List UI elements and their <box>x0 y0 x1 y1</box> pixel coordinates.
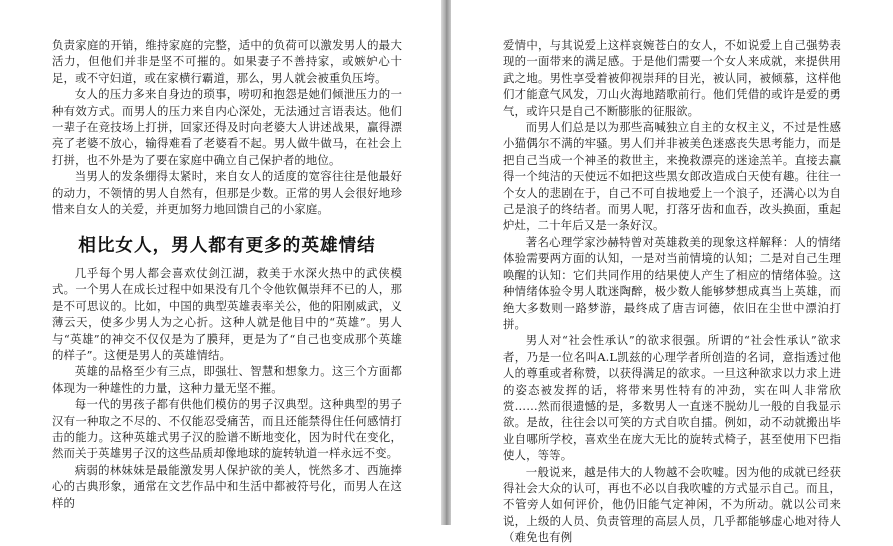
paragraph: 而男人们总是以为那些高喊独立自主的女权主义，不过是性感小猫偶尔不满的牢骚。男人们并非被美色迷惑丧失思考能力，而是把自己当成一个神圣的救世主，来挽救漂亮的迷途羔羊。直接去赢得一个纯洁的天使远不如把这些黑女郎改造成白天使有趣。往往一个女人的悲剧在于，自己不可自拔地爱上一个浪子，还满心以为自己是浪子的终结者。而男人呢，打落牙齿和血吞，改头换面，重起炉灶，二十年后又是一条好汉。 <box>503 120 841 233</box>
paragraph: 英雄的品格至少有三点，即强壮、智慧和想象力。这三个方面都体现为一种雄性的力量，这种力量无坚不摧。 <box>52 364 402 395</box>
left-body-text <box>52 265 402 511</box>
paragraph: 一般说来，越是伟大的人物越不会吹嘘。因为他的成就已经获得社会大众的认可，再也不必以自我吹嘘的方式显示自己。而且，不管旁人如何评价，他仍旧能气定神闲，不为所动。就以公司来说，上级的人员、负责管理的高层人员，几乎都能够虚心地对待人（难免也有例 <box>503 464 841 545</box>
section-heading: 相比女人，男人都有更多的英雄情结 <box>78 236 376 256</box>
paragraph: 女人的压力多来自身边的琐事，唠叨和抱怨是她们倾泄压力的一种有效方式。而男人的压力来自内心深处，无法通过言语表达。他们一辈子在竞技场上打拼，回家还得及时向老婆大人讲述战果，赢得漂亮了老婆不放心，输得难看了老婆看不起。男人做牛做马，在社会上打拼，也不外是为了要在家庭中确立自己保护者的地位。 <box>52 87 402 167</box>
page-gutter-divider <box>441 0 451 525</box>
paragraph: 爱情中，与其说爱上这样哀婉苍白的女人，不如说爱上自己强势表现的一面带来的满足感。于是他们需要一个女人来成就，来提供用武之地。男性享受着被仰视崇拜的目光，被认同，被倾慕，这样他们才能意气风发，刀山火海地踏歌前行。他们凭借的或许是爱的勇气，或许只是自己不断膨胀的征服欲。 <box>503 38 841 118</box>
left-top-text <box>52 37 402 217</box>
paragraph: 病弱的林妹妹是最能激发男人保护欲的美人，恍然多才、西施捧心的古典形象，通常在文艺作品中和生活中都被符号化，而男人在这样的 <box>52 462 402 510</box>
right-text <box>503 37 841 546</box>
paragraph: 男人对“社会性承认”的欲求很强。所谓的“社会性承认”欲求者，乃是一位名叫A.L凯兹的心理学者所创造的名词，意指透过他人的尊重或者称赞，以获得满足的欲求。一旦这种欲求以力求上进的姿态被发挥的话，将带来男性特有的冲劲，实在叫人非常欣赏……然而很遗憾的是，多数男人一直迷不脱幼儿一般的自我显示欲。是故，往往会以可笑的方式自吹自擂。例如，动不动就搬出毕业自哪所学校，喜欢坐在庞大无比的旋转式椅子，甚至使用下巴指使人，等等。 <box>503 333 841 463</box>
right-page <box>451 0 893 545</box>
left-page <box>0 0 441 525</box>
paragraph: 著名心理学家沙赫特曾对英雄救美的现象这样解释：人的情绪体验需要两方面的认知，一是对当前情境的认知；二是对自己生理唤醒的认知：它们共同作用的结果使人产生了相应的情绪体验。这种情绪体验令男人耽迷陶醉，极少数人能够梦想成真当上英雄，而绝大多数则一路梦游，最终成了唐吉诃德，依旧在尘世中漂泊打拼。 <box>503 234 841 331</box>
paragraph: 当男人的发条绷得太紧时，来自女人的适度的宽容往往是他最好的动力，不领情的男人自然有，但那是少数。正常的男人会很好地珍惜来自女人的关爱，并更加努力地回馈自己的小家庭。 <box>52 169 402 217</box>
paragraph: 负责家庭的开销，维持家庭的完整，适中的负荷可以激发男人的最大活力，但他们并非是坚不可摧的。如果妻子不善持家，或嫉妒心十足，或不守妇道，或在家横行霸道，那么，男人就会被重负压垮。 <box>52 38 402 85</box>
paragraph: 每一代的男孩子都有供他们模仿的男子汉典型。这种典型的男子汉有一种取之不尽的、不仅能忍受痛苦，而且还能禁得住任何感情打击的能力。这种英雄式男子汉的脸谱不断地变化，因为时代在变化，然而关于英雄男子汉的这些品质却像地球的旋转轨道一样永远不变。 <box>52 397 402 461</box>
paragraph: 几乎每个男人都会喜欢仗剑江湖，救美于水深火热中的武侠模式。一个男人在成长过程中如果没有几个令他钦佩崇拜不已的人，那是不可思议的。比如，中国的典型英雄表率关公，他的阳刚威武，义薄云天，使多少男人为之心折。这种人就是他目中的“英雄”。男人与“英雄”的神交不仅仅是为了膜拜，更是为了“自己也变成那个英雄的样子”。这便是男人的英雄情结。 <box>52 266 402 363</box>
